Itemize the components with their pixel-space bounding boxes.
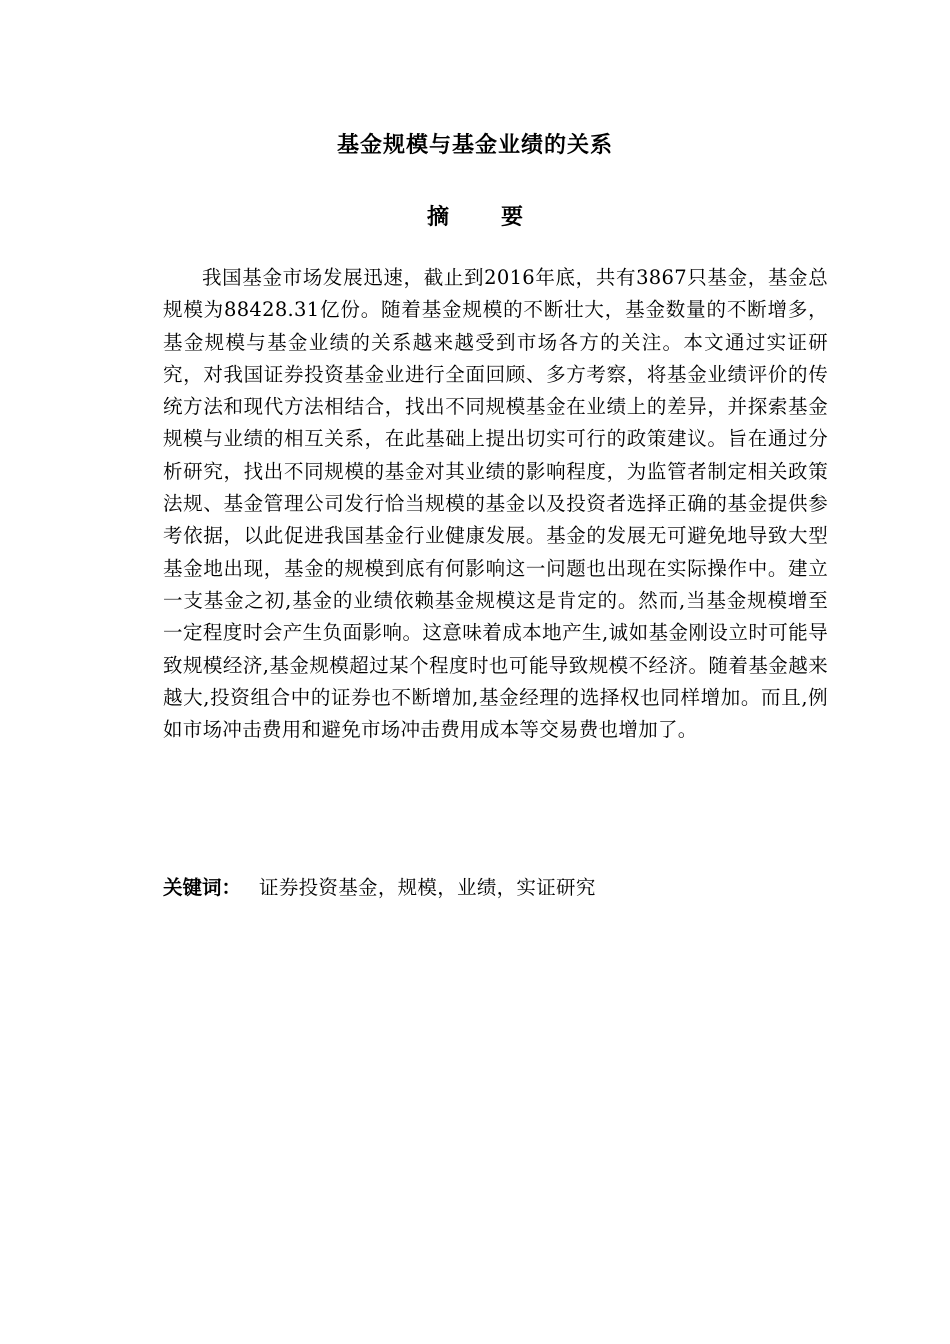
abstract-heading: 摘要	[426, 205, 575, 230]
abstract-body: 我国基金市场发展迅速，截止到2016年底，共有3867只基金，基金总规模为88428.31亿份。随着基金规模的不断壮大，基金数量的不断增多，基金规模与基金业绩的关系越来越受到市场各方的关注。本文通过实证研究，对我国证券投资基金业进行全面回顾、多方考察，将基金业绩评价的传统方法和现代方法相结合，找出不同规模基金在业绩上的差异，并探索基金规模与业绩的相互关系，在此基础上提出切实可行的政策建议。旨在通过分析研究，找出不同规模的基金对其业绩的影响程度，为监管者制定相关政策法规、基金管理公司发行恰当规模的基金以及投资者选择正确的基金提供参考依据，以此促进我国基金行业健康发展。基金的发展无可避免地导致大型基金地出现，基金的规模到底有何影响这一问题也出现在实际操作中。建立一支基金之初,基金的业绩依赖基金规模这是肯定的。然而,当基金规模增至一定程度时会产生负面影响。这意味着成本地产生,诚如基金刚设立时可能导致规模经济,基金规模超过某个程度时也可能导致规模不经济。随着基金越来越大,投资组合中的证券也不断增加,基金经理的选择权也同样增加。而且,例如市场冲击费用和避免市场冲击费用成本等交易费也增加了。	[163, 266, 828, 742]
document-title: 基金规模与基金业绩的关系	[336, 133, 613, 158]
keywords-text: 证券投资基金，规模，业绩，实证研究	[259, 876, 596, 899]
keywords-label: 关键词：	[163, 876, 242, 899]
keywords-line	[163, 872, 828, 905]
